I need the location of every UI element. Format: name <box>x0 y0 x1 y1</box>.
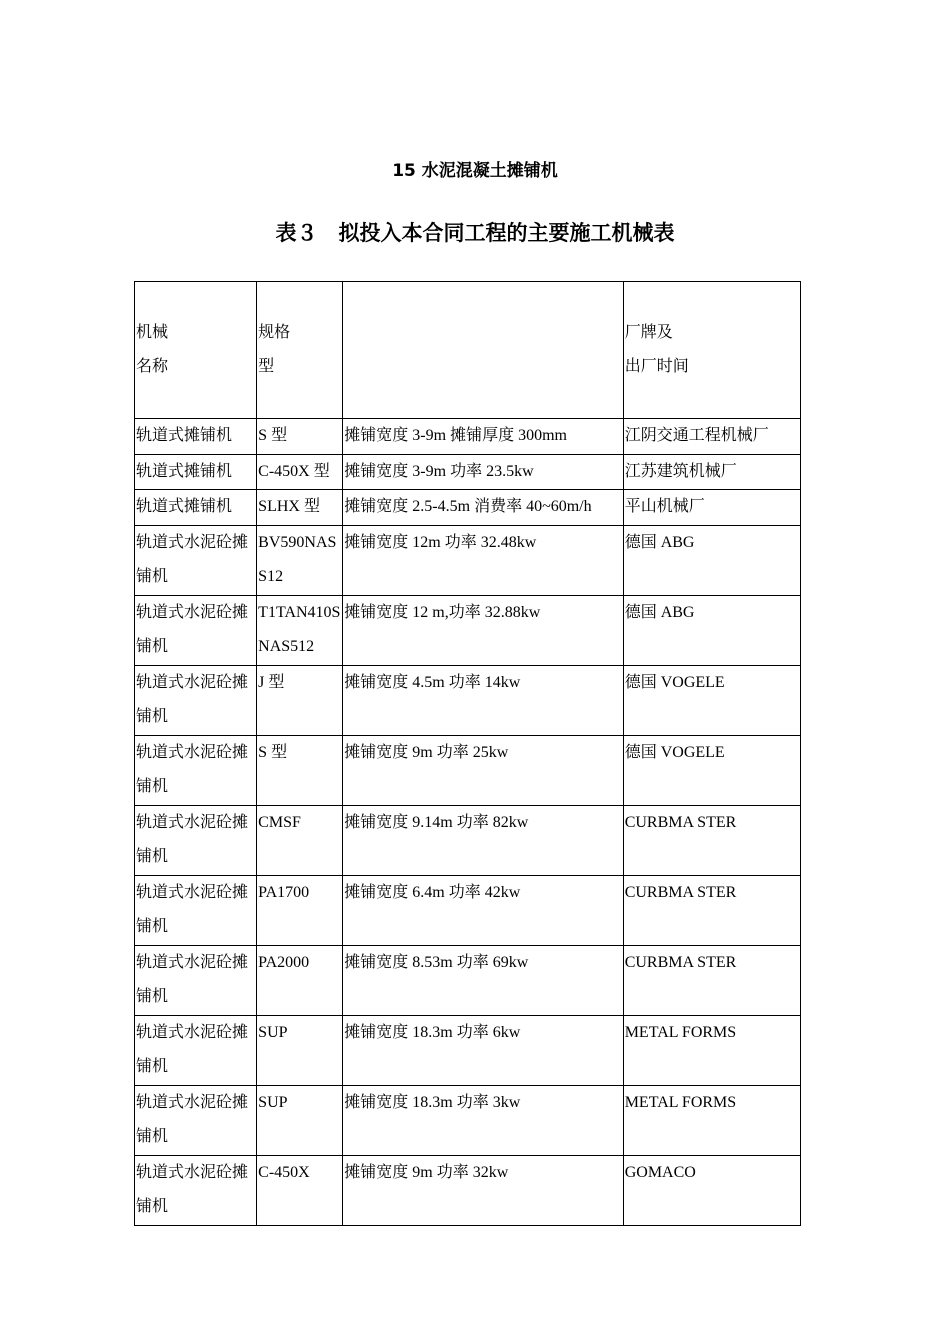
cell-name: 轨道式水泥砼摊铺机 <box>135 1085 257 1155</box>
header-spec <box>343 282 623 419</box>
cell-maker: 江阴交通工程机械厂 <box>623 419 800 455</box>
table-row <box>135 665 801 735</box>
cell-maker: CURBMA STER <box>623 875 800 945</box>
cell-model: C-450X 型 <box>257 454 343 490</box>
cell-maker: CURBMA STER <box>623 945 800 1015</box>
table-row <box>135 875 801 945</box>
table-header-row <box>135 282 801 419</box>
cell-maker: METAL FORMS <box>623 1085 800 1155</box>
equipment-table <box>134 281 801 1226</box>
cell-name: 轨道式水泥砼摊铺机 <box>135 945 257 1015</box>
cell-maker: 德国 ABG <box>623 525 800 595</box>
cell-name: 轨道式水泥砼摊铺机 <box>135 665 257 735</box>
cell-spec: 摊铺宽度 2.5-4.5m 消费率 40~60m/h <box>343 490 623 526</box>
table-row <box>135 805 801 875</box>
cell-name: 轨道式摊铺机 <box>135 419 257 455</box>
cell-spec: 摊铺宽度 9m 功率 32kw <box>343 1155 623 1225</box>
table-row <box>135 1085 801 1155</box>
header-machine-name: 机械 名称 <box>135 282 257 419</box>
table-row <box>135 490 801 526</box>
cell-maker: METAL FORMS <box>623 1015 800 1085</box>
table-row <box>135 945 801 1015</box>
cell-model: SUP <box>257 1085 343 1155</box>
cell-spec: 摊铺宽度 12m 功率 32.48kw <box>343 525 623 595</box>
cell-model: J 型 <box>257 665 343 735</box>
cell-maker: 德国 VOGELE <box>623 735 800 805</box>
cell-model: SLHX 型 <box>257 490 343 526</box>
header-model: 规格 型 <box>257 282 343 419</box>
table-row <box>135 1015 801 1085</box>
cell-model: C-450X <box>257 1155 343 1225</box>
cell-spec: 摊铺宽度 3-9m 功率 23.5kw <box>343 454 623 490</box>
cell-model: S 型 <box>257 735 343 805</box>
cell-model: T1TAN410SNAS512 <box>257 595 343 665</box>
cell-spec: 摊铺宽度 9.14m 功率 82kw <box>343 805 623 875</box>
cell-name: 轨道式水泥砼摊铺机 <box>135 595 257 665</box>
cell-name: 轨道式水泥砼摊铺机 <box>135 805 257 875</box>
section-title: 15 水泥混凝土摊铺机 <box>392 161 558 181</box>
table-row <box>135 454 801 490</box>
cell-model: PA2000 <box>257 945 343 1015</box>
cell-model: BV590NASS12 <box>257 525 343 595</box>
cell-name: 轨道式摊铺机 <box>135 454 257 490</box>
cell-maker: 平山机械厂 <box>623 490 800 526</box>
table-row <box>135 419 801 455</box>
table-row <box>135 525 801 595</box>
cell-maker: 德国 VOGELE <box>623 665 800 735</box>
cell-spec: 摊铺宽度 6.4m 功率 42kw <box>343 875 623 945</box>
cell-spec: 摊铺宽度 12 m,功率 32.88kw <box>343 595 623 665</box>
cell-name: 轨道式水泥砼摊铺机 <box>135 1015 257 1085</box>
cell-maker: 江苏建筑机械厂 <box>623 454 800 490</box>
cell-name: 轨道式水泥砼摊铺机 <box>135 525 257 595</box>
header-maker: 厂牌及 出厂时间 <box>623 282 800 419</box>
cell-name: 轨道式水泥砼摊铺机 <box>135 735 257 805</box>
cell-spec: 摊铺宽度 18.3m 功率 3kw <box>343 1085 623 1155</box>
table-row <box>135 735 801 805</box>
cell-name: 轨道式水泥砼摊铺机 <box>135 875 257 945</box>
cell-spec: 摊铺宽度 8.53m 功率 69kw <box>343 945 623 1015</box>
cell-model: PA1700 <box>257 875 343 945</box>
cell-name: 轨道式摊铺机 <box>135 490 257 526</box>
cell-maker: 德国 ABG <box>623 595 800 665</box>
table-row <box>135 595 801 665</box>
cell-maker: CURBMA STER <box>623 805 800 875</box>
cell-name: 轨道式水泥砼摊铺机 <box>135 1155 257 1225</box>
table-row <box>135 1155 801 1225</box>
cell-model: SUP <box>257 1015 343 1085</box>
cell-spec: 摊铺宽度 18.3m 功率 6kw <box>343 1015 623 1085</box>
cell-model: CMSF <box>257 805 343 875</box>
cell-model: S 型 <box>257 419 343 455</box>
cell-maker: GOMACO <box>623 1155 800 1225</box>
cell-spec: 摊铺宽度 3-9m 摊铺厚度 300mm <box>343 419 623 455</box>
cell-spec: 摊铺宽度 9m 功率 25kw <box>343 735 623 805</box>
cell-spec: 摊铺宽度 4.5m 功率 14kw <box>343 665 623 735</box>
table-title: 表３ 拟投入本合同工程的主要施工机械表 <box>275 221 675 245</box>
